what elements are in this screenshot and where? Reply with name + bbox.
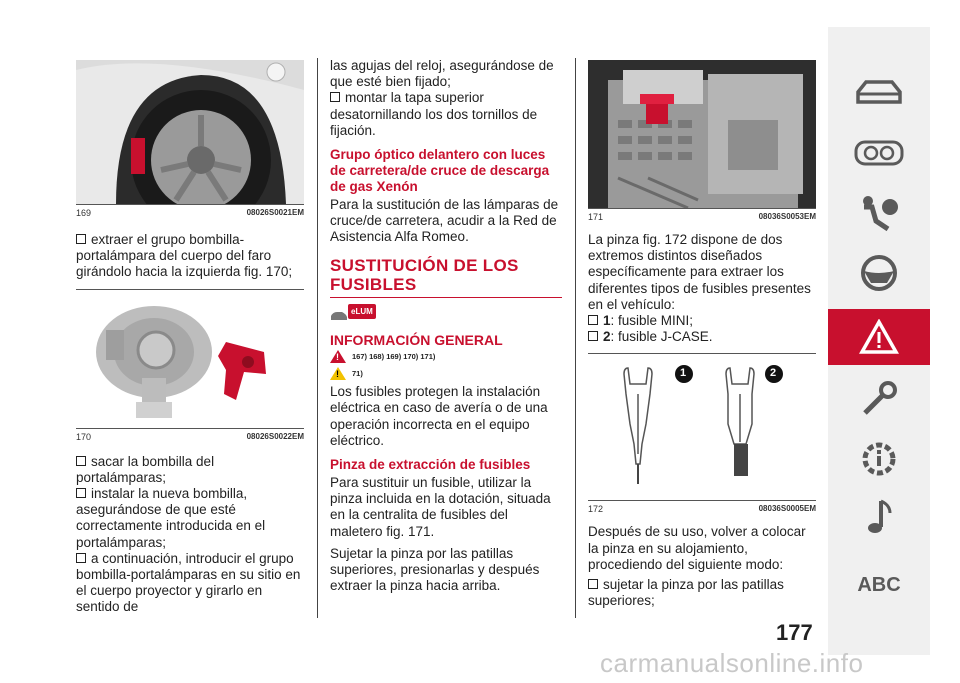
sidebar-item-maintenance[interactable] xyxy=(828,371,930,427)
sidebar-item-emergency[interactable] xyxy=(828,309,930,365)
checkbox-bullet-icon xyxy=(588,331,598,341)
figure-rule xyxy=(588,500,816,501)
section-title-rule xyxy=(330,297,562,299)
column-2 xyxy=(330,58,562,594)
bullet-text: extraer el grupo bombilla-portalámpara del cuerpo del faro girándolo hacia la izquierda fig. 170; xyxy=(76,232,293,280)
music-note-icon xyxy=(864,497,894,537)
caution-references: 71) xyxy=(352,369,363,379)
bullet-number: 1 xyxy=(603,313,611,329)
car-icon xyxy=(854,78,904,108)
sidebar-item-driving[interactable] xyxy=(828,245,930,301)
paragraph: Después de su uso, volver a colocar la pinza en su alojamiento, procediendo del siguiente modo: xyxy=(588,524,806,572)
note-refs-row xyxy=(330,367,562,380)
bullet-text: instalar la nueva bombilla, asegurándose de que esté correctamente introducida en el portalámparas; xyxy=(76,486,266,550)
checkbox-bullet-icon xyxy=(76,488,86,498)
figure-rule xyxy=(588,208,816,209)
figure-number: 171 xyxy=(588,212,604,222)
bullet-text: a continuación, introducir el grupo bombilla-portalámparas en su sitio en el cuerpo proyector y girarlo en sentido de xyxy=(76,550,301,615)
subsection-general-info: INFORMACIÓN GENERAL xyxy=(330,332,503,349)
fuse-box-illustration xyxy=(588,60,816,208)
section-heading-xenon: Grupo óptico delantero con luces de carretera/de cruce de descarga de gas Xenón xyxy=(330,147,550,195)
bullet-item xyxy=(76,486,304,551)
column-divider xyxy=(575,58,576,618)
figure-169-image xyxy=(76,60,304,204)
checkbox-bullet-icon xyxy=(330,92,340,102)
checkbox-bullet-icon xyxy=(588,315,598,325)
checkbox-bullet-icon xyxy=(76,456,86,466)
wheel-arch-illustration xyxy=(76,60,304,204)
elum-badge-row xyxy=(330,304,562,324)
figure-171-caption xyxy=(588,212,816,222)
dashboard-icon xyxy=(854,138,904,168)
watermark: carmanualsonline.info xyxy=(600,648,864,678)
warning-refs-row xyxy=(330,350,562,363)
bullet-item xyxy=(588,329,816,345)
paragraph: Los fusibles protegen la instalación eléctrica en caso de avería o de una operación incorrecta en el equipo eléctrico. xyxy=(330,384,548,448)
figure-170-caption xyxy=(76,432,304,442)
paragraph: Sujetar la pinza por las patillas superiores, presionarlas y después extraer la pinza hacia arriba. xyxy=(330,545,540,594)
callout-1: 1 xyxy=(680,367,687,380)
figure-171 xyxy=(588,60,816,222)
figure-rule xyxy=(76,204,304,205)
bullet-item xyxy=(330,90,562,139)
section-heading-fuse-puller: Pinza de extracción de fusibles xyxy=(330,456,531,472)
sidebar-item-index[interactable] xyxy=(828,557,930,613)
sidebar-item-safety[interactable] xyxy=(828,185,930,241)
figure-number: 170 xyxy=(76,431,92,442)
figure-169-caption xyxy=(76,208,304,218)
bullet-item xyxy=(588,577,816,609)
steering-wheel-icon xyxy=(859,253,899,293)
figure-172-image xyxy=(588,354,816,500)
column-3 xyxy=(588,60,816,609)
continued-text: las agujas del reloj, asegurándose de que esté bien fijado; xyxy=(330,58,554,90)
bullet-text: sacar la bombilla del portalámparas; xyxy=(76,453,215,485)
abc-icon: ABC xyxy=(857,573,901,596)
figure-code: 08026S0021EM xyxy=(246,208,304,217)
warning-references: 167) 168) 169) 170) 171) xyxy=(352,352,436,362)
figure-169 xyxy=(76,60,304,218)
paragraph: Para sustituir un fusible, utilizar la pinza incluida en la dotación, situada en la centralita de fusibles del maletero fig. 171. xyxy=(330,474,551,539)
column-1 xyxy=(76,60,304,616)
callout-2: 2 xyxy=(770,367,777,380)
paragraph: La pinza fig. 172 dispone de dos extremos distintos diseñados específicamente para extraer los diferentes tipos de fusibles presentes en el vehículo: xyxy=(588,232,811,312)
bullet-item xyxy=(76,454,304,486)
bullet-text: sujetar la pinza por las patillas superiores; xyxy=(588,577,784,609)
figure-170-image xyxy=(76,290,304,428)
figure-number: 169 xyxy=(76,208,92,218)
checkbox-bullet-icon xyxy=(76,234,86,244)
airbag-icon xyxy=(854,193,904,233)
figure-code: 08026S0022EM xyxy=(246,431,304,441)
checkbox-bullet-icon xyxy=(588,579,598,589)
warning-icon xyxy=(859,319,899,355)
paragraph: Para la sustitución de las lámparas de cruce/de carretera, acudir a la Red de Asistencia Alfa Romeo. xyxy=(330,197,559,245)
technical-data-icon xyxy=(859,439,899,479)
caution-triangle-icon: ! xyxy=(330,367,346,380)
bullet-text: montar la tapa superior desatornillando los dos tornillos de fijación. xyxy=(330,90,538,138)
checkbox-bullet-icon xyxy=(76,553,86,563)
bullet-item xyxy=(76,551,304,616)
elum-badge: eLUM xyxy=(348,304,376,319)
car-silhouette-icon xyxy=(330,308,348,322)
figure-171-image xyxy=(588,60,816,208)
figure-172 xyxy=(588,353,816,514)
figure-170 xyxy=(76,289,304,442)
bullet-text: : fusible J-CASE. xyxy=(610,329,713,345)
sidebar-item-car[interactable] xyxy=(828,65,930,121)
figure-code: 08036S0005EM xyxy=(758,504,816,514)
sidebar-item-dashboard[interactable] xyxy=(828,125,930,181)
bullet-item xyxy=(76,232,304,281)
headlamp-bulb-illustration xyxy=(76,290,304,428)
figure-code: 08036S0053EM xyxy=(758,212,816,221)
figure-172-caption xyxy=(588,504,816,514)
figure-number: 172 xyxy=(588,504,604,515)
figure-rule xyxy=(76,428,304,429)
bullet-number: 2 xyxy=(603,329,611,345)
wrench-icon xyxy=(859,379,899,419)
chapter-sidebar xyxy=(828,27,930,655)
bullet-text: : fusible MINI; xyxy=(610,313,694,329)
bullet-item xyxy=(588,313,816,329)
warning-triangle-icon: ! xyxy=(330,350,346,363)
sidebar-item-multimedia[interactable] xyxy=(828,489,930,545)
page-number: 177 xyxy=(776,620,813,645)
section-title-fuses: SUSTITUCIÓN DE LOS FUSIBLES xyxy=(330,255,519,294)
sidebar-item-technical-data[interactable] xyxy=(828,431,930,487)
column-divider xyxy=(317,58,318,618)
fuse-puller-illustration xyxy=(588,354,816,500)
